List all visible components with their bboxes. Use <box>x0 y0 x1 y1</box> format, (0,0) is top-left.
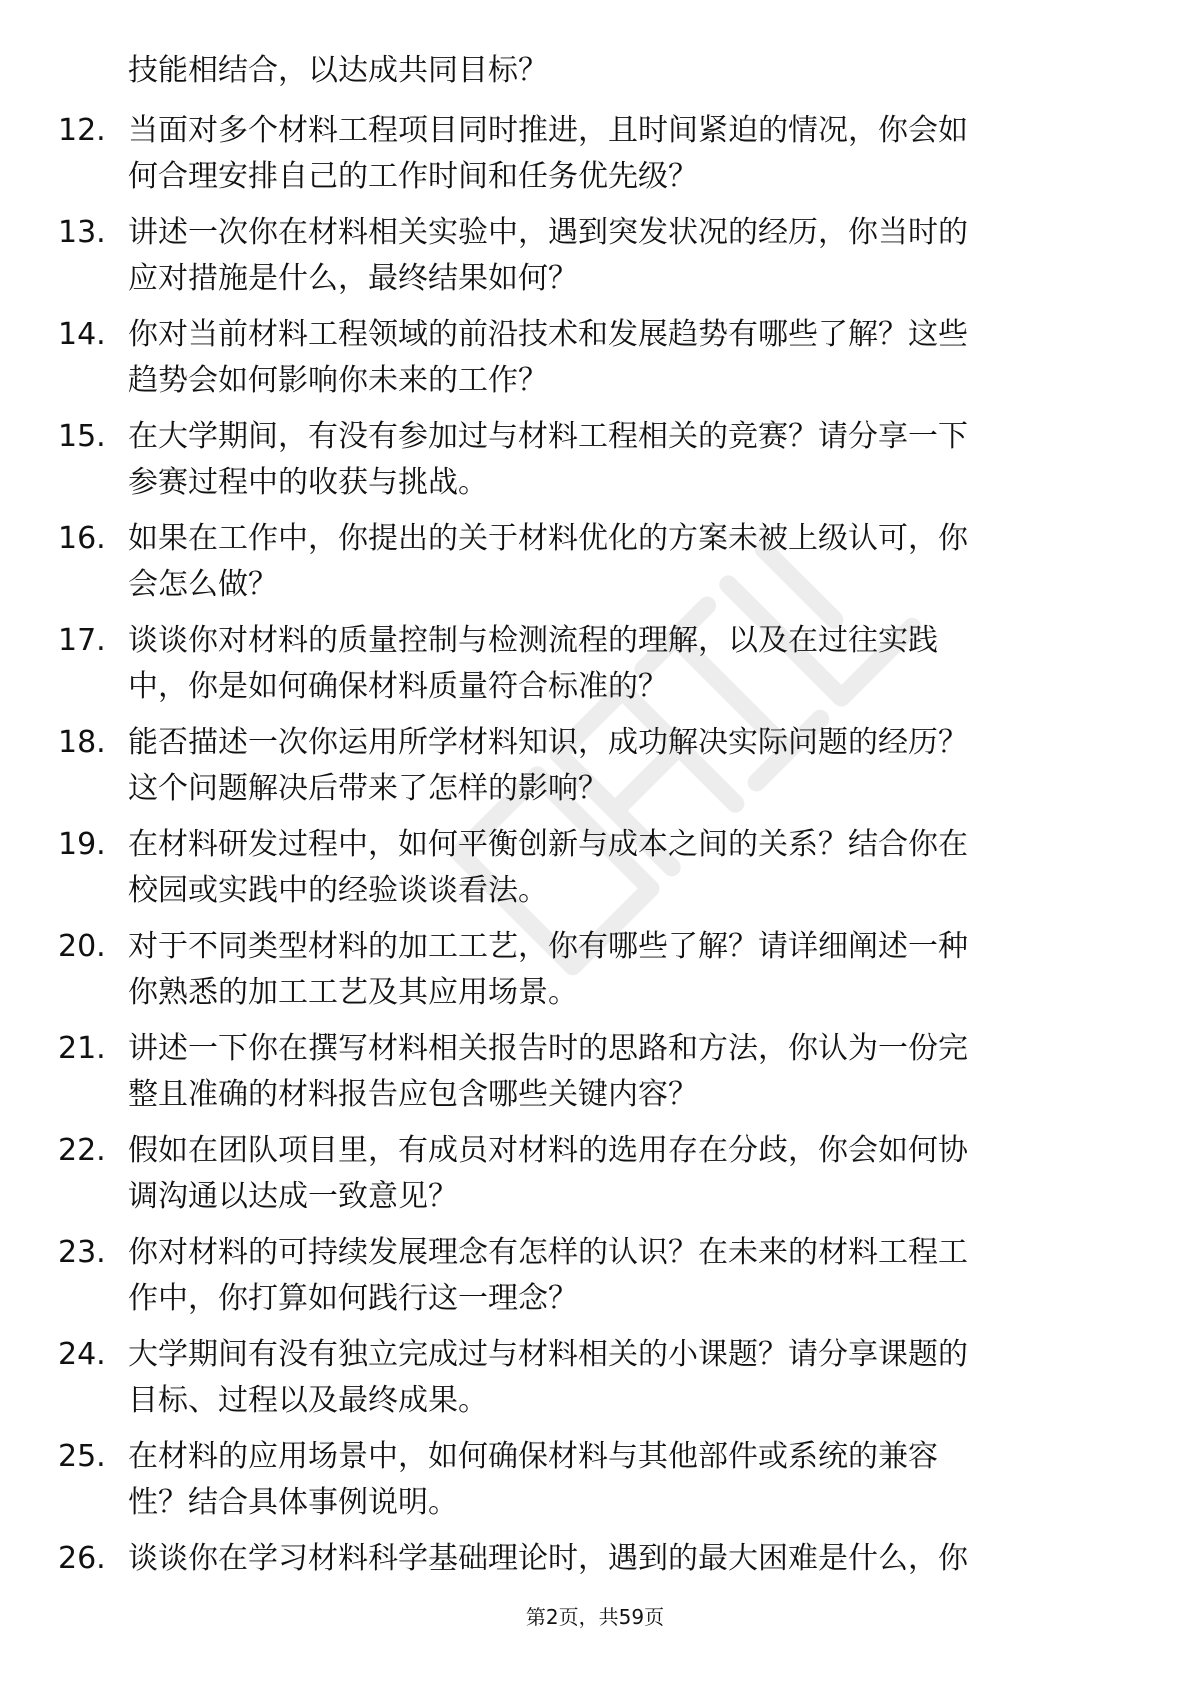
question-number: 16. <box>58 521 106 556</box>
question-item <box>0 1434 1190 1536</box>
question-text <box>128 618 1108 710</box>
question-text <box>128 108 1108 200</box>
question-text <box>128 312 1108 404</box>
question-item <box>0 312 1190 414</box>
question-number: 13. <box>58 215 106 250</box>
question-text <box>128 924 1108 1016</box>
question-number: 21. <box>58 1031 106 1066</box>
question-number: 15. <box>58 419 106 454</box>
question-list <box>0 108 1190 1638</box>
question-item <box>0 1230 1190 1332</box>
question-text-line: 能否描述一次你运用所学材料知识，成功解决实际问题的经历？ <box>128 725 968 760</box>
question-text <box>128 414 1108 506</box>
question-text <box>128 1128 1108 1220</box>
question-text-line: 中，你是如何确保材料质量符合标准的？ <box>128 669 668 704</box>
question-text <box>128 516 1108 608</box>
question-text <box>128 822 1108 914</box>
question-text-line: 在材料研发过程中，如何平衡创新与成本之间的关系？结合你在 <box>128 827 968 862</box>
question-item <box>0 1128 1190 1230</box>
question-text-line: 在材料的应用场景中，如何确保材料与其他部件或系统的兼容 <box>128 1439 938 1474</box>
question-number: 24. <box>58 1337 106 1372</box>
question-text-line: 假如在团队项目里，有成员对材料的选用存在分歧，你会如何协 <box>128 1133 968 1168</box>
question-text-line: 大学期间有没有独立完成过与材料相关的小课题？请分享课题的 <box>128 1337 968 1372</box>
question-text-line: 应对措施是什么，最终结果如何？ <box>128 261 578 296</box>
question-text-line: 会怎么做？ <box>128 567 278 602</box>
question-number: 25. <box>58 1439 106 1474</box>
question-number: 12. <box>58 113 106 148</box>
question-text-line: 谈谈你对材料的质量控制与检测流程的理解，以及在过往实践 <box>128 623 938 658</box>
question-item <box>0 1332 1190 1434</box>
question-number: 14. <box>58 317 106 352</box>
question-text-line: 讲述一下你在撰写材料相关报告时的思路和方法，你认为一份完 <box>128 1031 968 1066</box>
question-item <box>0 210 1190 312</box>
question-text <box>128 1230 1108 1322</box>
question-item <box>0 924 1190 1026</box>
question-number: 20. <box>58 929 106 964</box>
question-text-line: 对于不同类型材料的加工工艺，你有哪些了解？请详细阐述一种 <box>128 929 968 964</box>
page-footer: 第2页，共59页 <box>525 1605 665 1629</box>
question-text-line: 目标、过程以及最终成果。 <box>128 1383 488 1418</box>
question-item <box>0 618 1190 720</box>
question-text-line: 参赛过程中的收获与挑战。 <box>128 465 488 500</box>
question-text-line: 当面对多个材料工程项目同时推进，且时间紧迫的情况，你会如 <box>128 113 968 148</box>
question-text-line: 讲述一次你在材料相关实验中，遇到突发状况的经历，你当时的 <box>128 215 968 250</box>
question-item <box>0 822 1190 924</box>
question-text <box>128 1332 1108 1424</box>
question-text-line: 谈谈你在学习材料科学基础理论时，遇到的最大困难是什么，你 <box>128 1541 968 1576</box>
question-text <box>128 1536 1108 1582</box>
question-text-line: 如果在工作中，你提出的关于材料优化的方案未被上级认可，你 <box>128 521 968 556</box>
question-number: 18. <box>58 725 106 760</box>
question-text-line: 在大学期间，有没有参加过与材料工程相关的竞赛？请分享一下 <box>128 419 968 454</box>
question-text <box>128 720 1108 812</box>
question-number: 17. <box>58 623 106 658</box>
question-number: 23. <box>58 1235 106 1270</box>
question-text-line: 你对当前材料工程领域的前沿技术和发展趋势有哪些了解？这些 <box>128 317 968 352</box>
question-text <box>128 1026 1108 1118</box>
question-number: 26. <box>58 1541 106 1576</box>
question-text-line: 你熟悉的加工工艺及其应用场景。 <box>128 975 578 1010</box>
question-text-line: 何合理安排自己的工作时间和任务优先级？ <box>128 159 698 194</box>
question-item <box>0 414 1190 516</box>
question-text-line: 你对材料的可持续发展理念有怎样的认识？在未来的材料工程工 <box>128 1235 968 1270</box>
question-number: 22. <box>58 1133 106 1168</box>
question-text-line: 趋势会如何影响你未来的工作？ <box>128 363 548 398</box>
question-text <box>128 1434 1108 1526</box>
question-text-line: 整且准确的材料报告应包含哪些关键内容？ <box>128 1077 698 1112</box>
question-number: 19. <box>58 827 106 862</box>
question-item <box>0 516 1190 618</box>
question-text-line: 这个问题解决后带来了怎样的影响？ <box>128 771 608 806</box>
question-text <box>128 210 1108 302</box>
question-text-line: 性？结合具体事例说明。 <box>128 1485 458 1520</box>
question-text-line: 校园或实践中的经验谈谈看法。 <box>128 873 548 908</box>
question-item <box>0 1026 1190 1128</box>
question-text-line: 调沟通以达成一致意见？ <box>128 1179 458 1214</box>
continuation-text: 技能相结合，以达成共同目标？ <box>128 53 548 88</box>
question-text-line: 作中，你打算如何践行这一理念？ <box>128 1281 578 1316</box>
question-item <box>0 108 1190 210</box>
question-item <box>0 720 1190 822</box>
